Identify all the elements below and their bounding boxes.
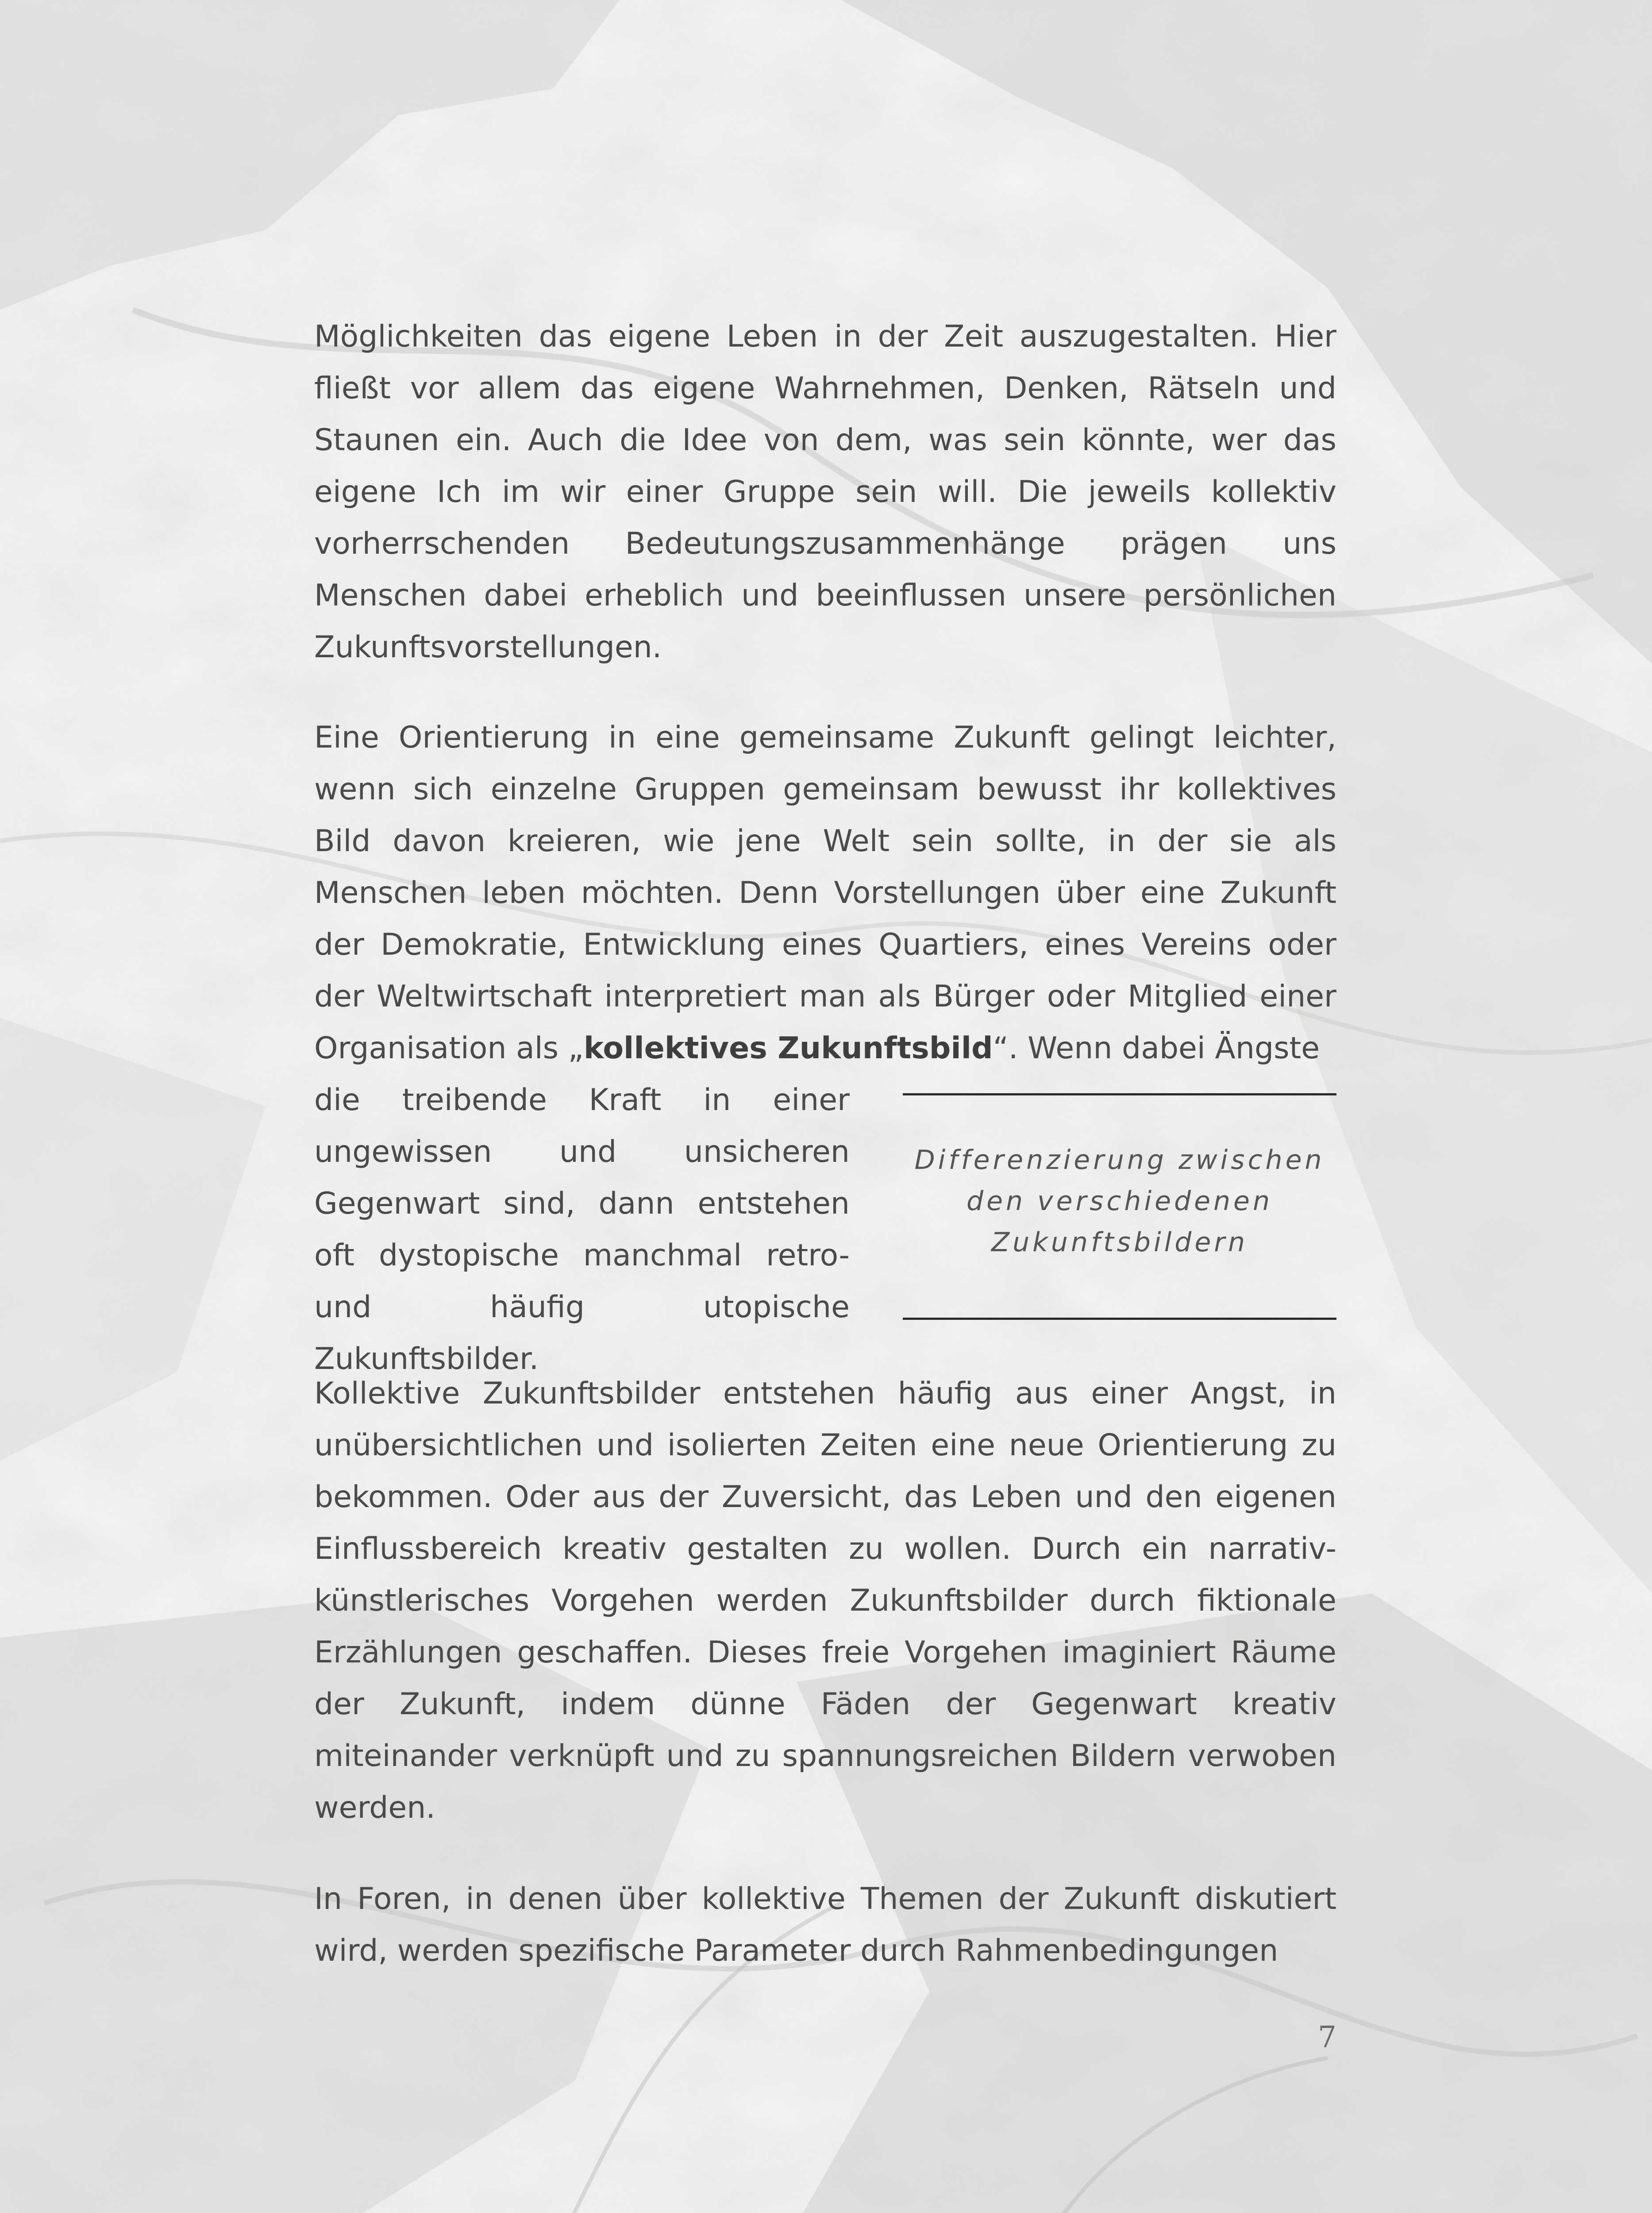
paragraph-2-text-end: “. Wenn dabei Ängste xyxy=(993,1031,1320,1066)
pull-quote-top-rule xyxy=(903,1093,1336,1095)
body-paragraph-3: Kollektive Zukunftsbilder entstehen häufig aus einer Angst, in unübersichtlichen und isolierten Zeiten eine neue Orientierung zu bekommen. Oder aus der Zuversicht, das Leben und den eigenen Einflussbereich kreativ gestalten zu wollen. Durch ein narrativ-künstlerisches Vorgehen werden Zukunftsbilder durch fiktionale Erzählungen geschaffen. Dieses freie Vorgehen imaginiert Räume der Zukunft, indem dünne Fäden der Gegenwart kreativ miteinander verknüpft und zu spannungsreichen Bildern verwoben werden. xyxy=(314,1376,1336,1825)
body-paragraph-2 xyxy=(314,712,1336,1074)
body-paragraph-2-continuation: die treibende Kraft in einer ungewissen und unsicheren Gegenwart sind, dann entstehen oft dystopische manchmal retro- und häufig utopische Zukunftsbilder. xyxy=(314,1083,850,1376)
paragraph-2-text: Eine Orientierung in eine gemeinsame Zukunft gelingt leichter, wenn sich einzelne Gruppen gemeinsam bewusst ihr kollektives Bild davon kreieren, wie jene Welt sein sollte, in der sie als Menschen leben möchten. Denn Vorstellungen über eine Zukunft der Demokratie, Entwicklung eines Quartiers, eines Vereins oder der Weltwirtschaft interpretiert man als Bürger oder Mitglied einer Organisation als „ xyxy=(314,720,1336,1066)
bold-term: kollektives Zukunftsbild xyxy=(583,1031,993,1066)
page-number: 7 xyxy=(1318,2020,1336,2054)
pull-quote xyxy=(903,1093,1336,1320)
body-paragraph-1: Möglichkeiten das eigene Leben in der Zeit auszugestalten. Hier fließt vor allem das eigene Wahrnehmen, Denken, Rätseln und Staunen ein. Auch die Idee von dem, was sein könnte, wer das eigene Ich im wir einer Gruppe sein will. Die jeweils kollektiv vorherrschenden Bedeutungszusammenhänge prägen uns Menschen dabei erheblich und beeinflussen unsere persönlichen Zukunftsvorstellungen. xyxy=(314,319,1336,665)
body-paragraph-4: In Foren, in denen über kollektive Themen der Zukunft diskutiert wird, werden spezifische Parameter durch Rahmenbedingungen xyxy=(314,1881,1336,1968)
pull-quote-bottom-rule xyxy=(903,1318,1336,1320)
pull-quote-text: Differenzierung zwischen den verschiedenen Zukunftsbildern xyxy=(914,1145,1325,1258)
